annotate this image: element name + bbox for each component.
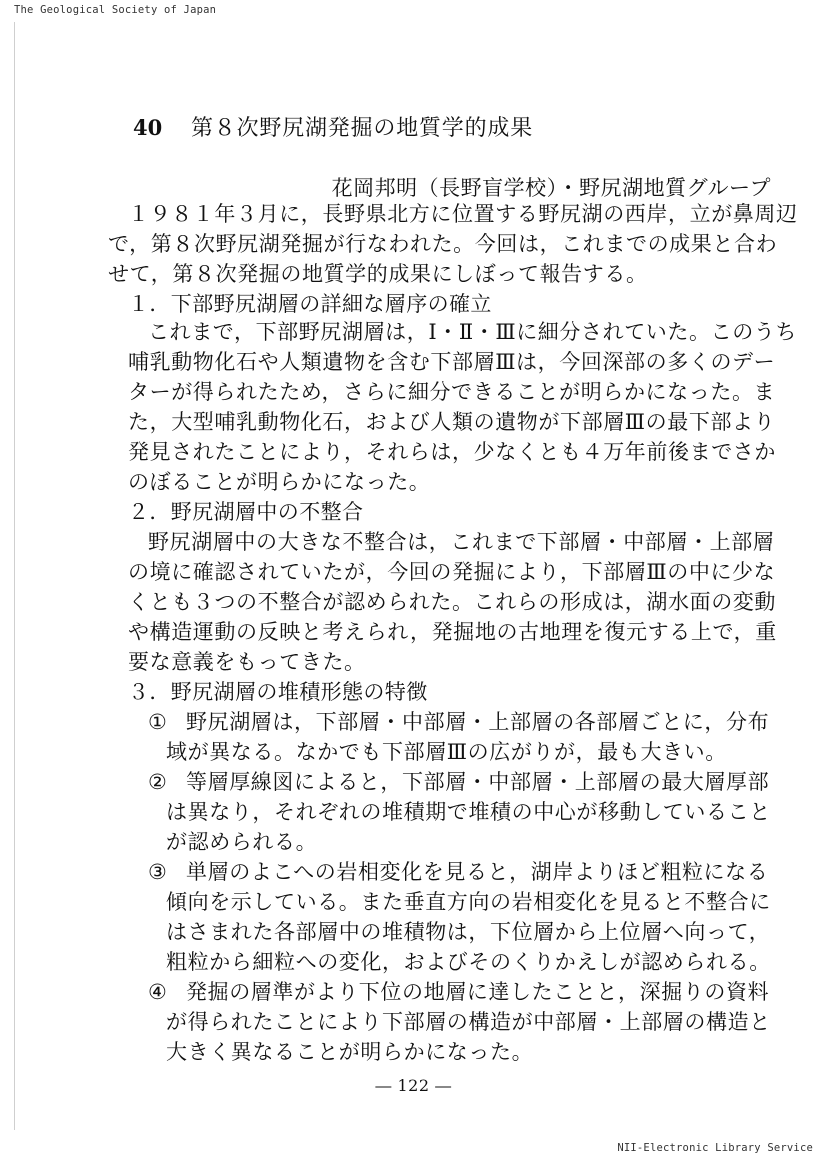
left-margin-rule bbox=[14, 22, 15, 1130]
page-number: ― 122 ― bbox=[375, 1076, 452, 1095]
section-1-line: ターが得られたため，さらに細分できることが明らかになった。ま bbox=[128, 380, 776, 404]
item-4-line: 大きく異なることが明らかになった。 bbox=[166, 1040, 534, 1064]
section-2-line: くとも３つの不整合が認められた。これらの形成は，湖水面の変動 bbox=[128, 590, 776, 614]
item-2-line: は異なり，それぞれの堆積期で堆積の中心が移動していること bbox=[166, 800, 771, 824]
section-1-line: た，大型哺乳動物化石，および人類の遺物が下部層Ⅲの最下部より bbox=[128, 410, 776, 434]
section-2-line: 野尻湖層中の大きな不整合は，これまで下部層・中部層・上部層 bbox=[148, 530, 775, 554]
society-header: The Geological Society of Japan bbox=[14, 4, 217, 16]
section-1-title: １．下部野尻湖層の詳細な層序の確立 bbox=[128, 292, 492, 316]
item-3-line: 傾向を示している。また垂直方向の岩相変化を見ると不整合に bbox=[166, 890, 771, 914]
item-2-line: が認められる。 bbox=[166, 830, 318, 854]
title-text: 第８次野尻湖発掘の地質学的成果 bbox=[191, 116, 534, 141]
intro-line: １９８１年３月に，長野県北方に位置する野尻湖の西岸，立が鼻周辺 bbox=[128, 202, 798, 226]
item-2-line: 等層厚線図によると，下部層・中部層・上部層の最大層厚部 bbox=[186, 770, 770, 794]
section-2-line: の境に確認されていたが，今回の発掘により，下部層Ⅲの中に少な bbox=[128, 560, 776, 584]
section-1-line: これまで，下部野尻湖層は，Ⅰ・Ⅱ・Ⅲに細分されていた。このうち bbox=[148, 320, 797, 344]
intro-line: せて，第８次発掘の地質学的成果にしぼって報告する。 bbox=[108, 262, 648, 286]
section-3-title: ３．野尻湖層の堆積形態の特徴 bbox=[128, 680, 428, 704]
abstract-number: 40 bbox=[133, 115, 163, 140]
section-2-title: ２．野尻湖層中の不整合 bbox=[128, 500, 364, 524]
section-1-line: 発見されたことにより，それらは，少なくとも４万年前後までさか bbox=[128, 440, 776, 464]
paper-title bbox=[133, 111, 533, 141]
intro-line: で，第８次野尻湖発掘が行なわれた。今回は，これまでの成果と合わ bbox=[108, 232, 778, 256]
section-2-line: や構造運動の反映と考えられ，発掘地の古地理を復元する上で，重 bbox=[128, 620, 777, 644]
section-1-line: 哺乳動物化石や人類遺物を含む下部層Ⅲは，今回深部の多くのデー bbox=[128, 350, 776, 374]
item-4-line: 発掘の層準がより下位の地層に達したことと，深掘りの資料 bbox=[186, 980, 770, 1004]
item-4-marker: ④ bbox=[148, 980, 168, 1004]
item-1-line: 域が異なる。なかでも下部層Ⅲの広がりが，最も大きい。 bbox=[166, 740, 727, 764]
item-1-line: 野尻湖層は，下部層・中部層・上部層の各部層ごとに，分布 bbox=[186, 710, 770, 734]
item-2-marker: ② bbox=[148, 770, 168, 794]
item-3-marker: ③ bbox=[148, 860, 168, 884]
item-1-marker: ① bbox=[148, 710, 168, 734]
item-3-line: はさまれた各部層中の堆積物は，下位層から上位層へ向って， bbox=[166, 920, 771, 944]
section-1-line: のぼることが明らかになった。 bbox=[128, 470, 431, 494]
authors-line: 花岡邦明（長野盲学校）・野尻湖地質グループ bbox=[331, 176, 771, 200]
item-4-line: が得られたことにより下部層の構造が中部層・上部層の構造と bbox=[166, 1010, 771, 1034]
library-service-footer: NII-Electronic Library Service bbox=[617, 1142, 813, 1154]
section-2-line: 要な意義をもってきた。 bbox=[128, 650, 366, 674]
item-3-line: 単層のよこへの岩相変化を見ると，湖岸よりほど粗粒になる bbox=[186, 860, 769, 884]
item-3-line: 粗粒から細粒への変化，およびそのくりかえしが認められる。 bbox=[166, 950, 771, 974]
